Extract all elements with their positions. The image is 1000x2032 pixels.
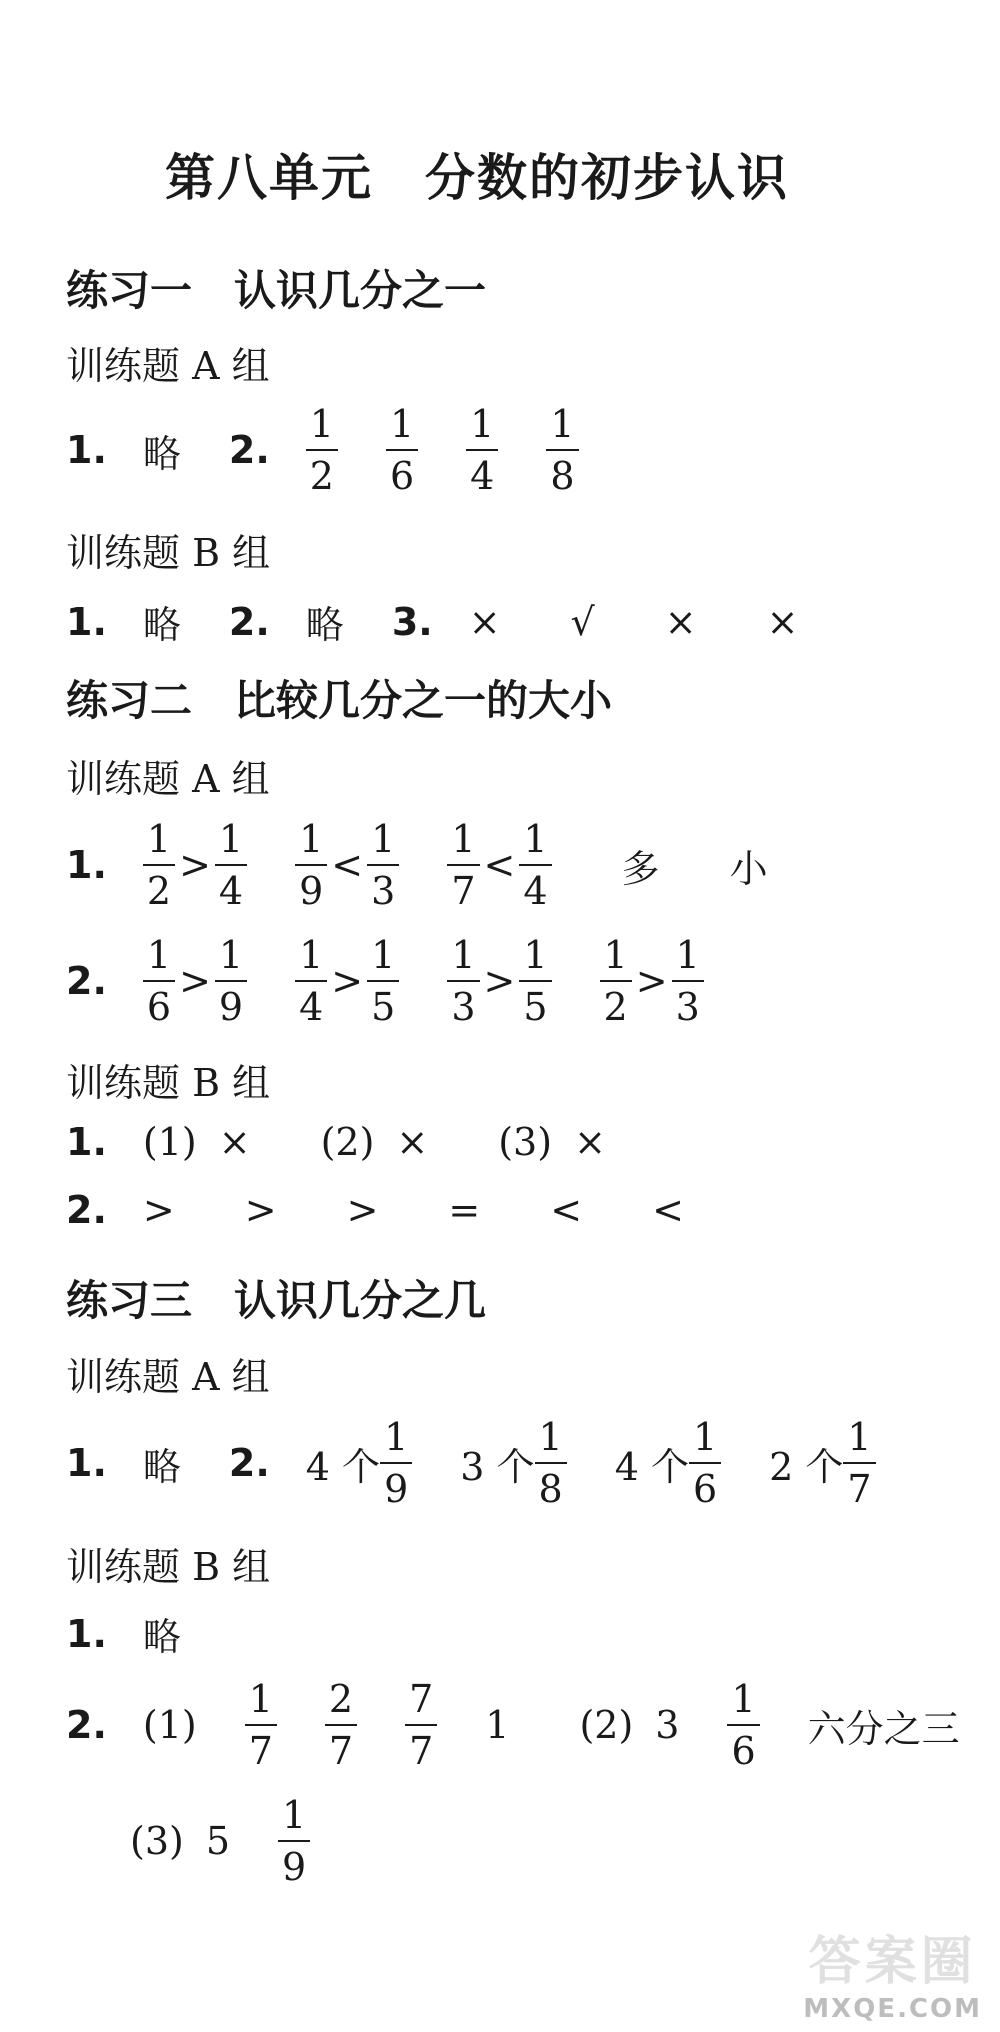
page-title: 第八单元 分数的初步认识: [165, 149, 789, 207]
fraction: $\frac{1}{2}$: [306, 405, 338, 495]
item-number: 1.: [66, 428, 107, 472]
fraction: $\frac{1}{8}$: [535, 1418, 567, 1508]
answer-mark: ×: [766, 599, 799, 644]
compare-sign: >: [346, 1188, 379, 1232]
answer-row-2a-1: [66, 817, 768, 913]
compare-sign: =: [448, 1188, 481, 1232]
group-label-3b: 训练题 B 组: [66, 1545, 271, 1589]
answer-text: 1: [485, 1703, 510, 1747]
count-text: 3 个: [460, 1444, 535, 1489]
fraction: $\frac{1}{6}$: [143, 936, 175, 1026]
compare-sign: <: [652, 1188, 684, 1232]
group-label-3a: 训练题 A 组: [66, 1355, 270, 1399]
answer-text: 略: [305, 603, 344, 647]
item-number: 1.: [66, 1611, 107, 1656]
item-number: 2.: [66, 1703, 107, 1747]
count-text: 4 个: [305, 1444, 381, 1489]
answer-text: 3: [655, 1703, 680, 1747]
fraction: $\frac{1}{9}$: [215, 936, 247, 1026]
fraction: $\frac{1}{4}$: [295, 936, 327, 1026]
item-number: 1.: [66, 599, 107, 644]
answer-text: 六分之三: [807, 1706, 960, 1751]
answer-mark: ×: [468, 599, 501, 644]
answer-row-3a-1: [66, 1415, 876, 1511]
fraction: $\frac{1}{5}$: [519, 936, 551, 1026]
answer-text: 多: [621, 846, 660, 891]
answer-row-2b-1: [66, 1120, 606, 1164]
compare-sign: >: [635, 959, 668, 1003]
compare-sign: <: [331, 843, 364, 887]
fraction: $\frac{1}{4}$: [519, 820, 551, 910]
answer-row-3b-2: [66, 1677, 960, 1773]
sub-number: (1): [142, 1120, 197, 1164]
compare-sign: >: [244, 1188, 277, 1232]
item-number: 2.: [228, 1441, 270, 1485]
answer-row-3b-3: [130, 1793, 310, 1889]
fraction: $\frac{1}{7}$: [245, 1680, 277, 1770]
fraction: $\frac{1}{6}$: [689, 1418, 721, 1508]
fraction: $\frac{1}{4}$: [215, 820, 247, 910]
item-number: 2.: [228, 428, 270, 472]
fraction: $\frac{1}{9}$: [295, 820, 327, 910]
fraction: $\frac{7}{7}$: [405, 1680, 437, 1770]
group-label-2a: 训练题 A 组: [66, 757, 270, 801]
compare-sign: >: [483, 959, 516, 1003]
answer-row-2a-2: [66, 933, 704, 1029]
item-number: 1.: [66, 1120, 107, 1164]
answer-text: 略: [142, 1444, 181, 1489]
fraction: $\frac{1}{5}$: [367, 936, 399, 1026]
answer-text: 略: [142, 1615, 181, 1659]
answer-mark: ×: [396, 1120, 429, 1164]
sub-number: (2): [320, 1120, 375, 1164]
fraction: $\frac{1}{8}$: [546, 405, 578, 495]
fraction: $\frac{1}{7}$: [447, 820, 479, 910]
item-number: 1.: [66, 843, 107, 887]
fraction: $\frac{1}{6}$: [727, 1680, 759, 1770]
compare-sign: <: [550, 1188, 583, 1232]
answer-row-1b-1: [66, 594, 798, 649]
answer-mark: ×: [218, 1120, 251, 1164]
compare-sign: >: [142, 1188, 175, 1232]
answer-text: 略: [142, 603, 181, 647]
fraction: $\frac{1}{9}$: [380, 1418, 412, 1508]
fraction: $\frac{1}{3}$: [447, 936, 479, 1026]
count-text: 4 个: [614, 1444, 689, 1489]
compare-sign: >: [179, 843, 211, 887]
section-title-1: 练习一 认识几分之一: [66, 266, 487, 315]
answer-row-2b-2: [66, 1188, 684, 1232]
answer-text: 5: [205, 1819, 231, 1863]
section-title-3: 练习三 认识几分之几: [66, 1276, 487, 1325]
answer-row-3b-1: [66, 1606, 181, 1661]
fraction: $\frac{1}{2}$: [600, 936, 632, 1026]
answer-text: 略: [142, 431, 181, 476]
watermark-logo-text: 答案圈: [808, 1932, 977, 1992]
compare-sign: >: [331, 959, 364, 1003]
item-number: 2.: [66, 959, 107, 1003]
item-number: 2.: [66, 1188, 107, 1232]
answer-mark: ×: [574, 1120, 606, 1164]
compare-sign: <: [483, 843, 516, 887]
fraction: $\frac{1}{2}$: [143, 820, 175, 910]
count-text: 2 个: [769, 1444, 844, 1489]
item-number: 3.: [391, 599, 433, 644]
group-label-2b: 训练题 B 组: [66, 1061, 271, 1105]
group-label-1a: 训练题 A 组: [66, 344, 270, 388]
item-number: 1.: [66, 1441, 107, 1485]
answer-mark: ×: [664, 599, 697, 644]
section-title-2: 练习二 比较几分之一的大小: [66, 676, 613, 725]
fraction: $\frac{1}{3}$: [672, 936, 704, 1026]
fraction: $\frac{2}{7}$: [325, 1680, 357, 1770]
sub-number: (2): [579, 1703, 634, 1747]
item-number: 2.: [228, 599, 270, 644]
fraction: $\frac{1}{6}$: [386, 405, 418, 495]
sub-number: (1): [142, 1703, 197, 1747]
group-label-1b: 训练题 B 组: [66, 531, 271, 575]
fraction: $\frac{1}{4}$: [466, 405, 498, 495]
sub-number: (3): [130, 1819, 184, 1863]
compare-sign: >: [179, 959, 211, 1003]
fraction: $\frac{1}{3}$: [367, 820, 399, 910]
watermark: [803, 1919, 982, 2024]
fraction: $\frac{1}{9}$: [278, 1796, 310, 1886]
answer-row-1a-1: [66, 402, 579, 498]
answer-mark: √: [570, 599, 595, 644]
fraction: $\frac{1}{7}$: [843, 1418, 875, 1508]
answer-text: 小: [729, 846, 768, 891]
watermark-url: MXQE.COM: [803, 1994, 982, 2024]
sub-number: (3): [498, 1120, 553, 1164]
